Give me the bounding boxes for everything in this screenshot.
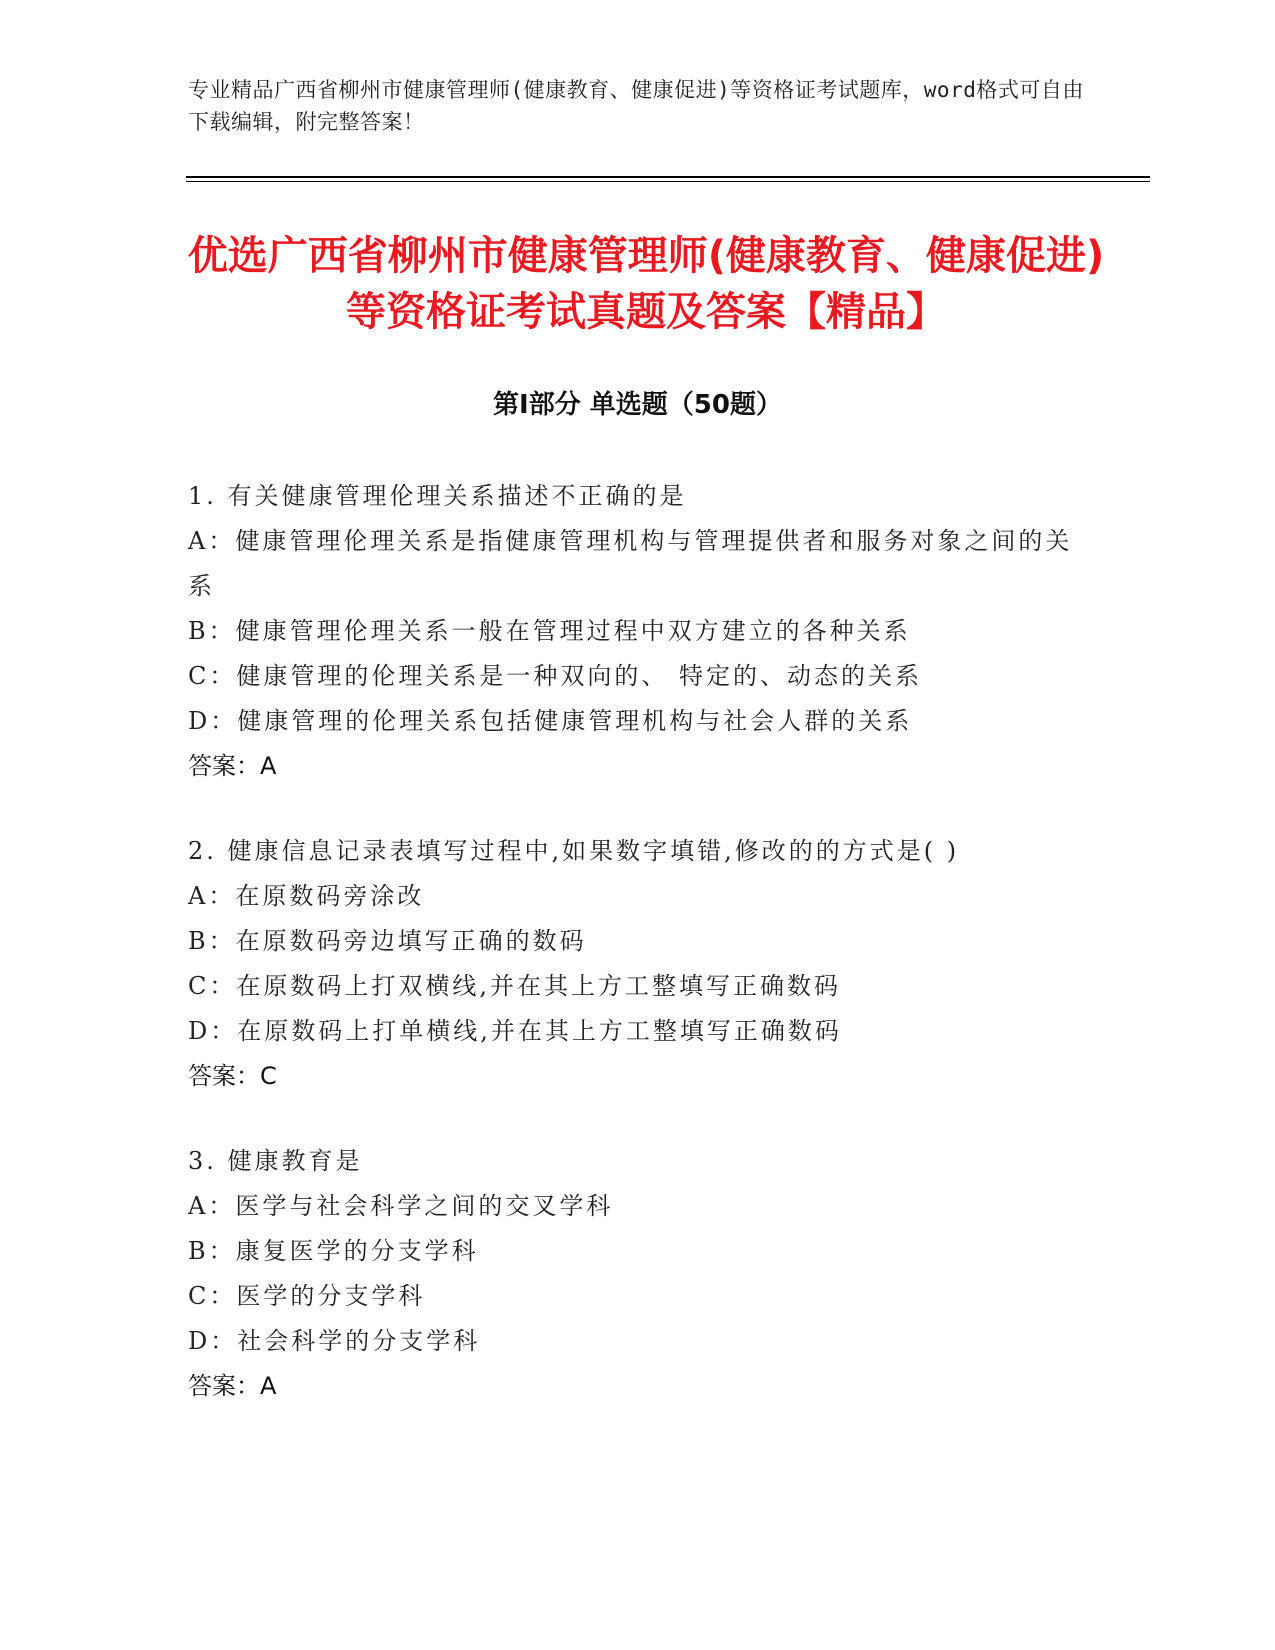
answer-line: 答案：C	[188, 1062, 277, 1090]
document-title: 优选广西省柳州市健康管理师(健康教育、健康促进)等资格证考试真题及答案【精品】	[187, 233, 1105, 335]
option-c: C：健康管理的伦理关系是一种双向的、 特定的、动态的关系	[188, 662, 922, 690]
option-c: C：在原数码上打双横线,并在其上方工整填写正确数码	[188, 972, 841, 1000]
question-2	[188, 829, 1088, 1099]
option-d: D：在原数码上打单横线,并在其上方工整填写正确数码	[188, 1017, 842, 1045]
question-stem: 2. 健康信息记录表填写过程中,如果数字填错,修改的的方式是( )	[188, 837, 960, 865]
answer-line: 答案：A	[188, 752, 277, 780]
question-stem: 1. 有关健康管理伦理关系描述不正确的是	[188, 482, 687, 510]
option-b: B：在原数码旁边填写正确的数码	[188, 927, 587, 955]
option-a: A：医学与社会科学之间的交叉学科	[188, 1192, 614, 1220]
header-divider-thin	[186, 181, 1150, 182]
option-b: B：康复医学的分支学科	[188, 1237, 479, 1265]
option-a: A：健康管理伦理关系是指健康管理机构与管理提供者和服务对象之间的关系	[188, 527, 1073, 600]
question-1	[188, 474, 1088, 789]
section-title: 第Ⅰ部分 单选题（50题）	[493, 390, 782, 420]
option-a: A：在原数码旁涂改	[188, 882, 425, 910]
answer-line: 答案：A	[188, 1372, 277, 1400]
option-b: B：健康管理伦理关系一般在管理过程中双方建立的各种关系	[188, 617, 911, 645]
question-stem: 3. 健康教育是	[188, 1147, 363, 1175]
option-c: C：医学的分支学科	[188, 1282, 426, 1310]
header-divider-thick	[186, 176, 1150, 178]
question-list	[188, 474, 1088, 1449]
header-note: 专业精品广西省柳州市健康管理师(健康教育、健康促进)等资格证考试题库，word格式可自由下载编辑，附完整答案！	[188, 78, 1084, 134]
option-d: D：健康管理的伦理关系包括健康管理机构与社会人群的关系	[188, 707, 913, 735]
option-d: D：社会科学的分支学科	[188, 1327, 481, 1355]
question-3	[188, 1139, 1088, 1409]
